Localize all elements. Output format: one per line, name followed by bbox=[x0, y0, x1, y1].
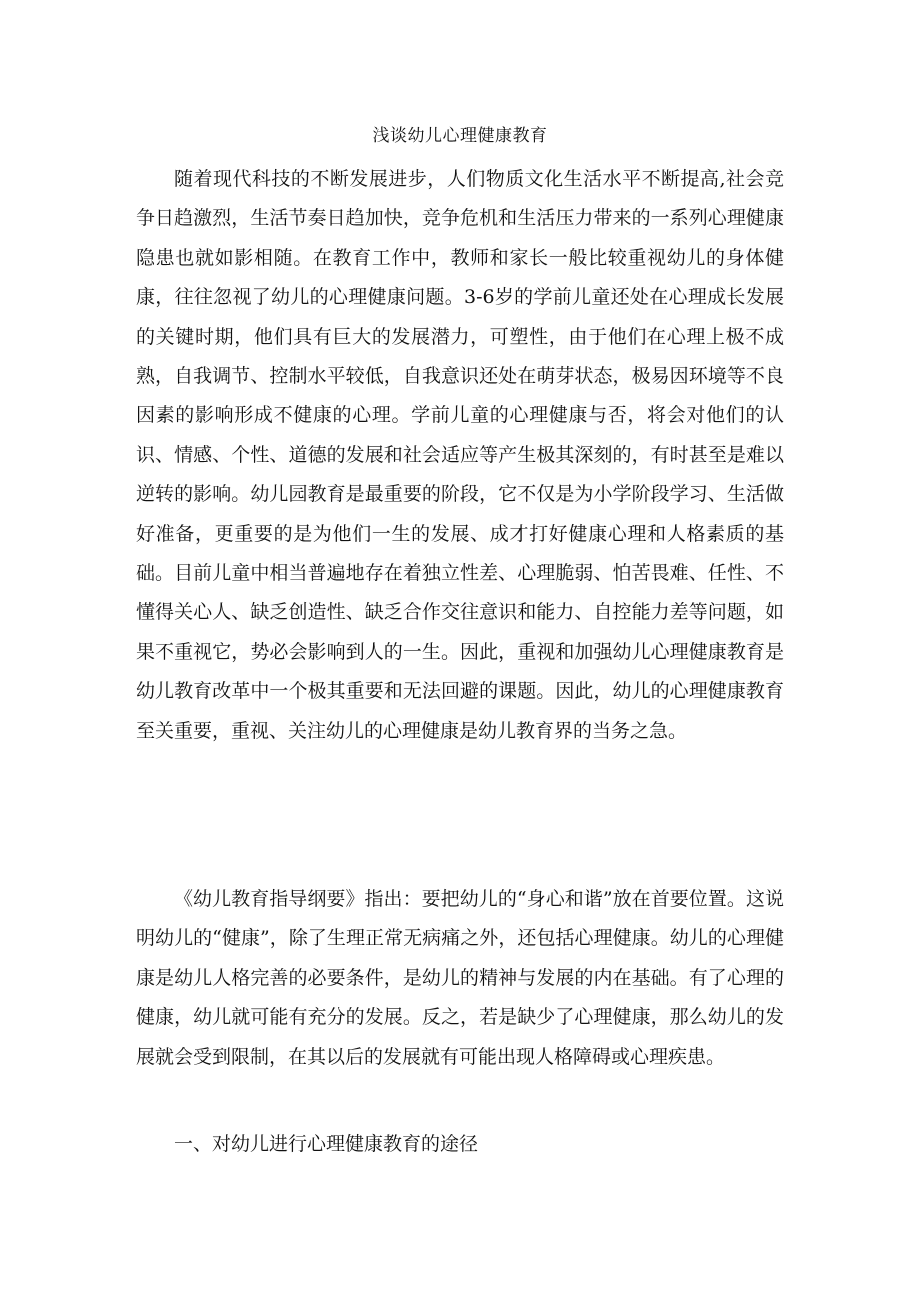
body-paragraph: 随着现代科技的不断发展进步，人们物质文化生活水平不断提高,社会竞争日趋激烈，生活节奏日趋加快，竞争危机和生活压力带来的一系列心理健康隐患也就如影相随。在教育工作中，教师和家长一般比较重视幼儿的身体健康，往往忽视了幼儿的心理健康问题。3-6岁的学前儿童还处在心理成长发展的关键时期，他们具有巨大的发展潜力，可塑性，由于他们在心理上极不成熟，自我调节、控制水平较低，自我意识还处在萌芽状态，极易因环境等不良因素的影响形成不健康的心理。学前儿童的心理健康与否，将会对他们的认识、情感、个性、道德的发展和社会适应等产生极其深刻的，有时甚至是难以逆转的影响。幼儿园教育是最重要的阶段，它不仅是为小学阶段学习、生活做好准备，更重要的是为他们一生的发展、成才打好健康心理和人格素质的基础。目前儿童中相当普遍地存在着独立性差、心理脆弱、怕苦畏难、任性、不懂得关心人、缺乏创造性、缺乏合作交往意识和能力、自控能力差等问题，如果不重视它，势必会影响到人的一生。因此，重视和加强幼儿心理健康教育是幼儿教育改革中一个极其重要和无法回避的课题。因此，幼儿的心理健康教育至关重要，重视、关注幼儿的心理健康是幼儿教育界的当务之急。 bbox=[136, 168, 784, 742]
body-paragraph: 《幼儿教育指导纲要》指出：要把幼儿的“身心和谐”放在首要位置。这说明幼儿的“健康”，除了生理正常无病痛之外，还包括心理健康。幼儿的心理健康是幼儿人格完善的必要条件，是幼儿的精神与发展的内在基础。有了心理的健康，幼儿就可能有充分的发展。反之，若是缺少了心理健康，那么幼儿的发展就会受到限制，在其以后的发展就有可能出现人格障碍或心理疾患。 bbox=[136, 888, 784, 1068]
section-heading: 一、对幼儿进行心理健康教育的途径 bbox=[174, 1133, 479, 1155]
document-title: 浅谈幼儿心理健康教育 bbox=[372, 126, 548, 146]
